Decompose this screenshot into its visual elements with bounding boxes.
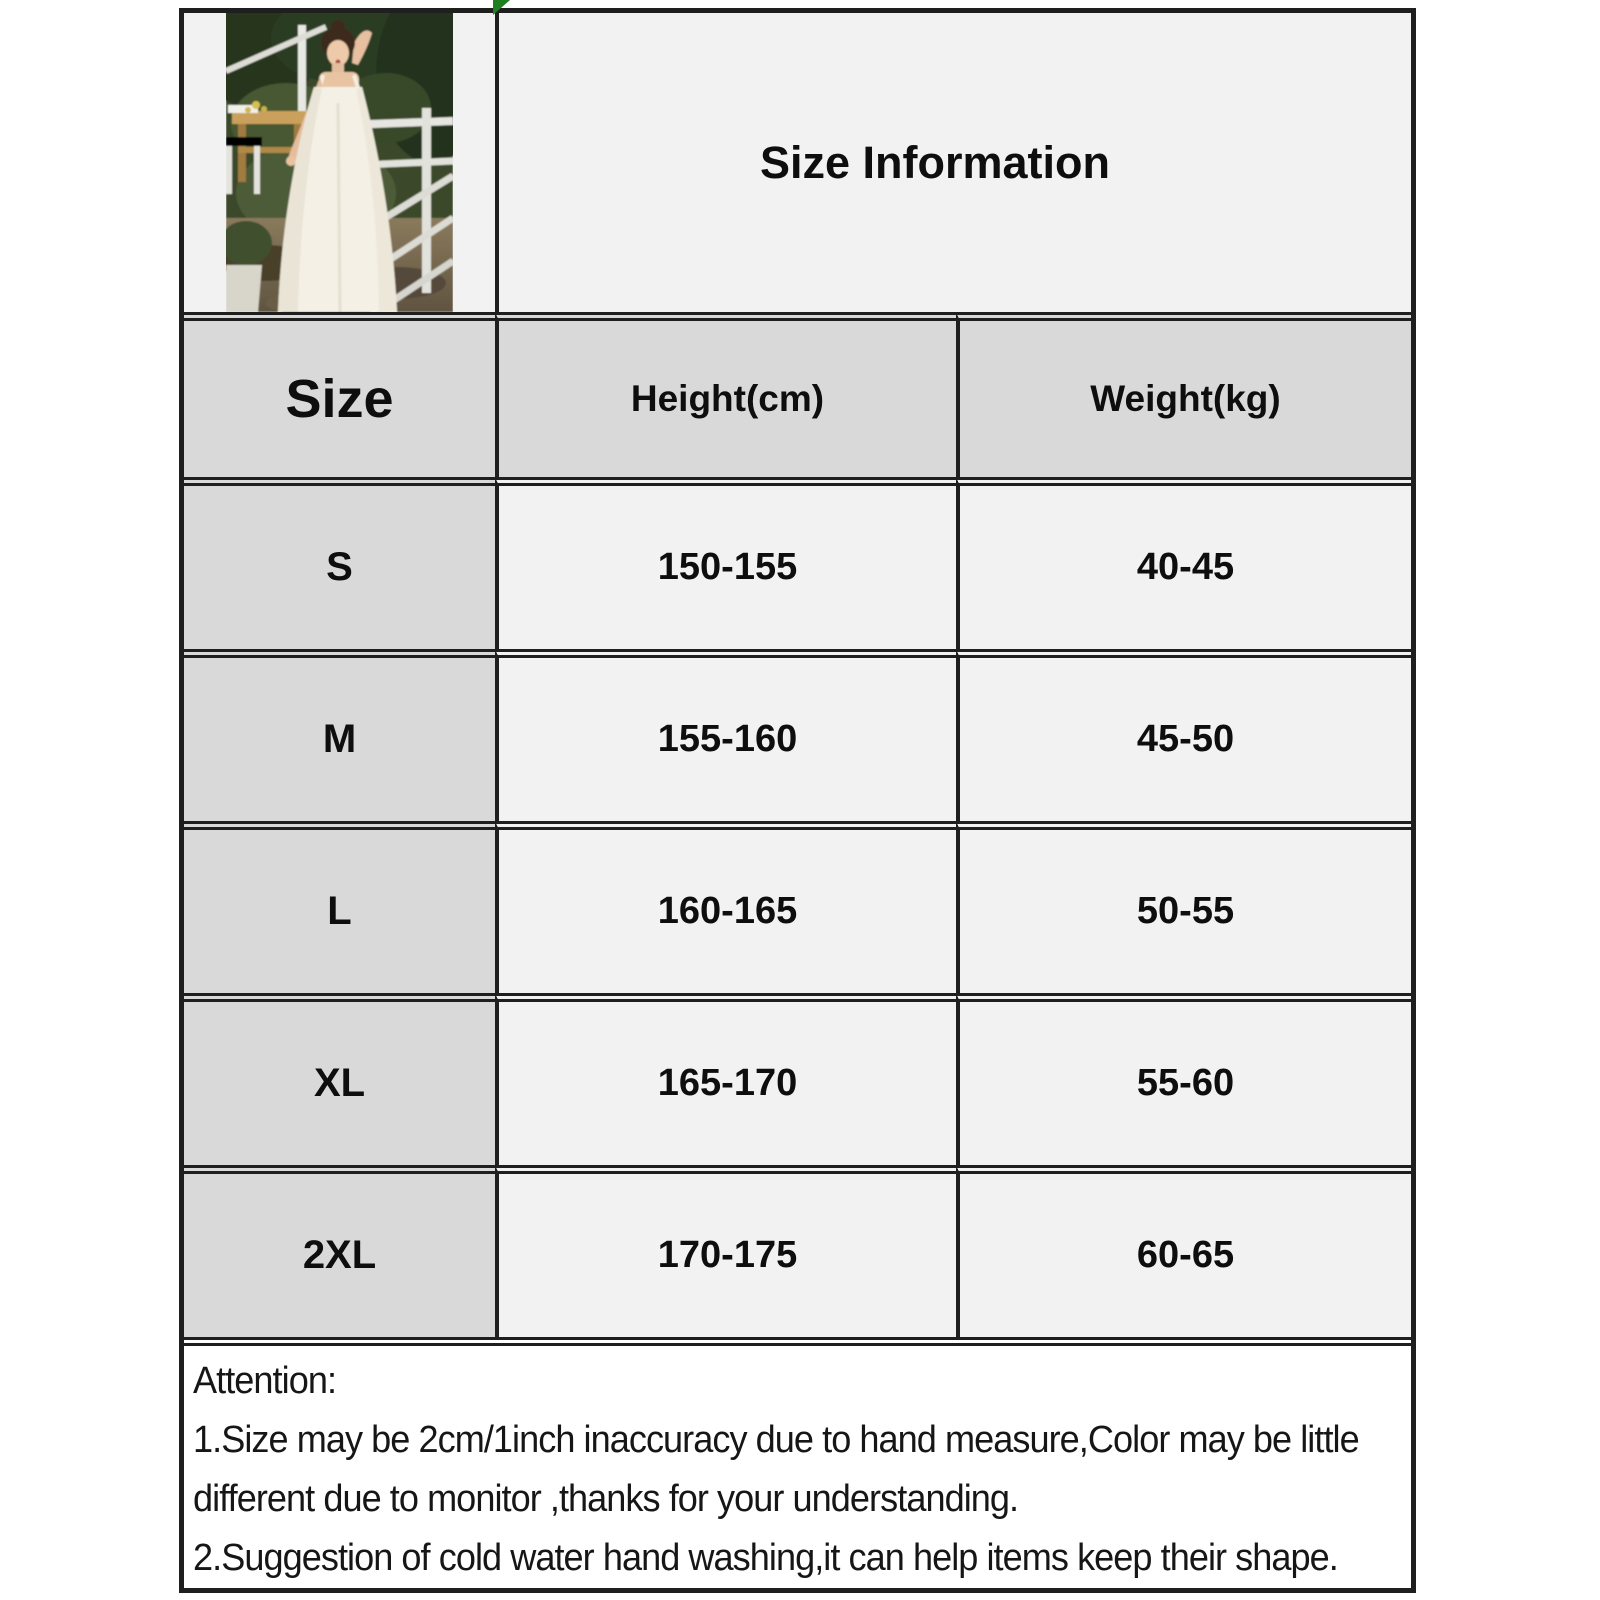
size-label-2xl: 2XL [184,1165,495,1337]
weight-value-xl: 55-60 [956,993,1411,1165]
title-cell [495,13,1411,312]
height-value-2xl: 170-175 [495,1165,956,1337]
height-value-s: 150-155 [495,477,956,649]
size-chart-sheet [179,8,1416,1593]
height-value-m: 155-160 [495,649,956,821]
column-header-height: Height(cm) [495,312,956,477]
green-corner-marker-icon [493,0,510,15]
attention-heading: Attention: [193,1360,337,1402]
attention-note-1-cont: different due to monitor ,thanks for your understanding. [193,1478,1019,1520]
column-header-size: Size [184,312,495,477]
product-photo-cell [184,13,495,312]
attention-note-1: 1.Size may be 2cm/1inch inaccuracy due to hand measure,Color may be little [193,1419,1359,1461]
weight-value-s: 40-45 [956,477,1411,649]
weight-value-l: 50-55 [956,821,1411,993]
attention-note-2: 2.Suggestion of cold water hand washing,it can help items keep their shape. [193,1537,1338,1579]
page-title: Size Information [759,136,1111,188]
attention-section [184,1337,1411,1588]
size-label-l: L [184,821,495,993]
product-photo [226,13,453,312]
size-label-s: S [184,477,495,649]
size-label-xl: XL [184,993,495,1165]
weight-value-m: 45-50 [956,649,1411,821]
size-label-m: M [184,649,495,821]
height-value-xl: 165-170 [495,993,956,1165]
height-value-l: 160-165 [495,821,956,993]
column-header-weight: Weight(kg) [956,312,1411,477]
weight-value-2xl: 60-65 [956,1165,1411,1337]
